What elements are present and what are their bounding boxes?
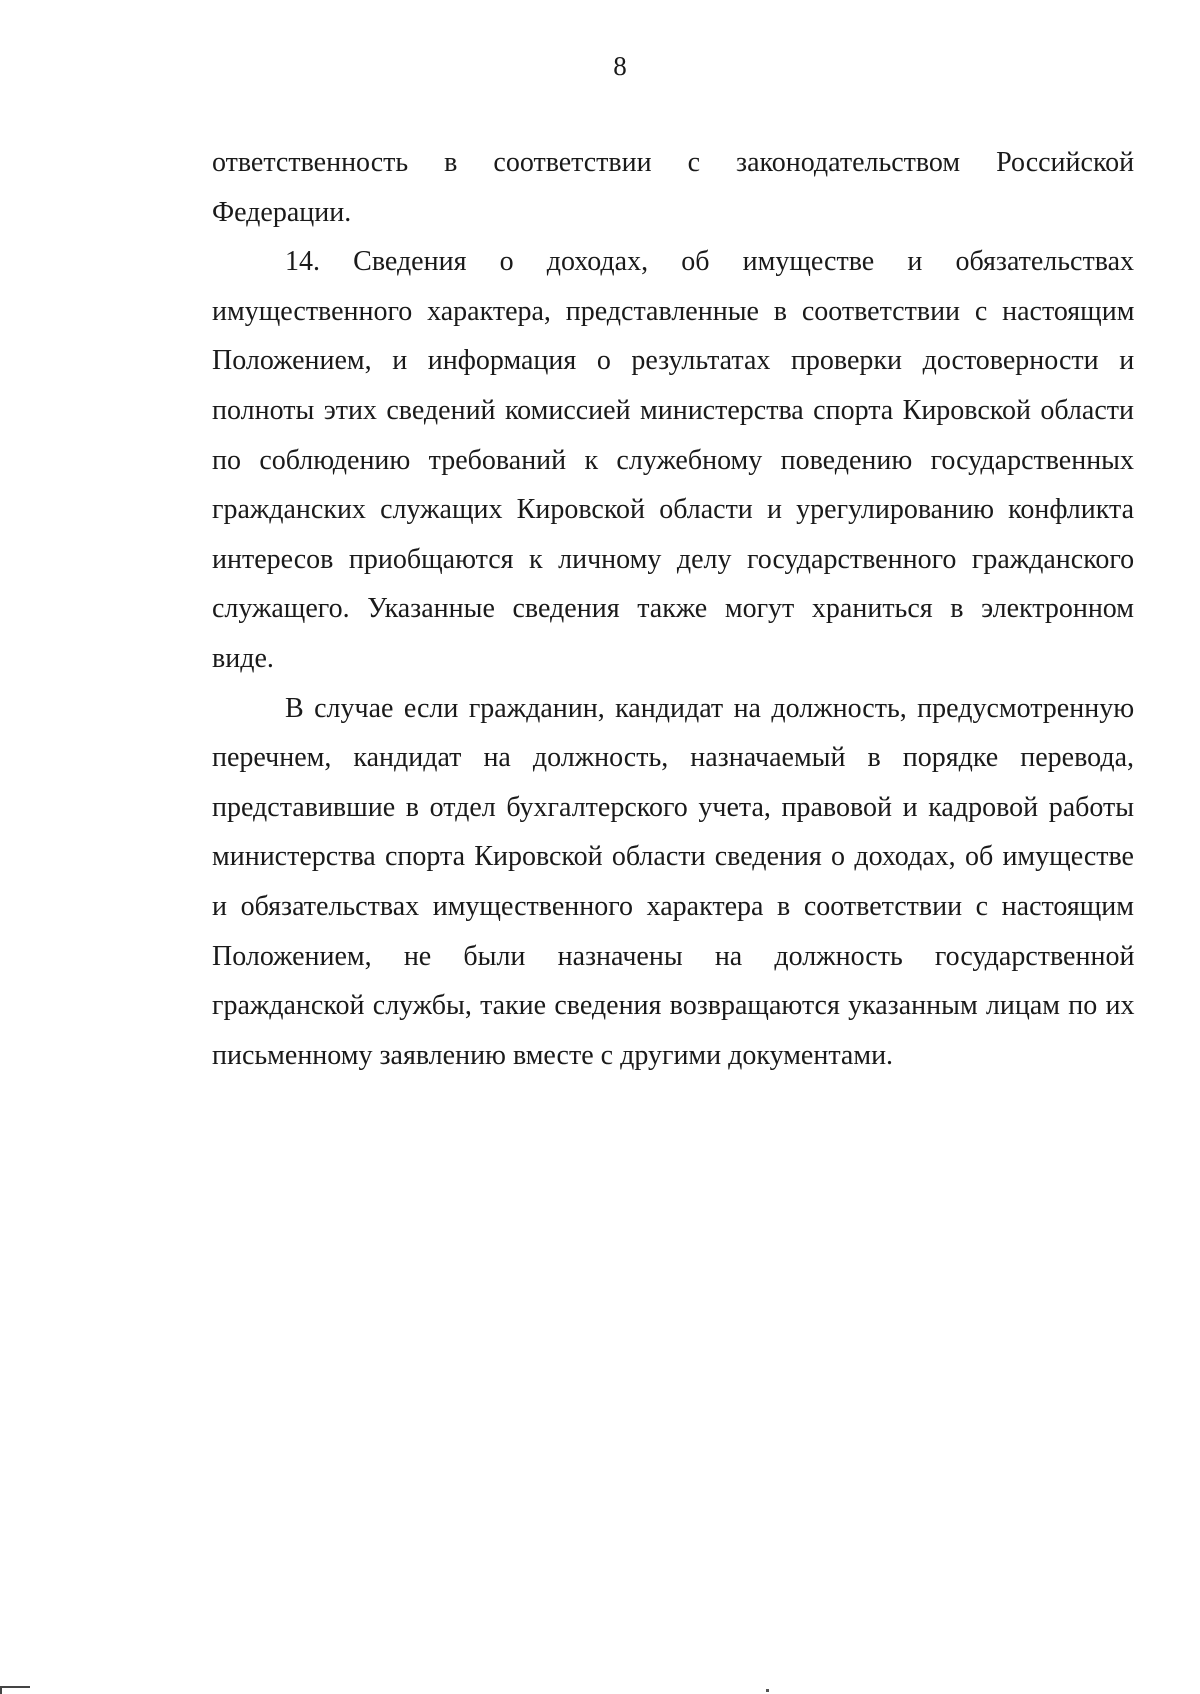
text-line: перечнем, кандидат на должность, назначаемый в порядке перевода, xyxy=(212,742,1134,774)
paragraph-1 xyxy=(212,138,1134,237)
text-line: министерства спорта Кировской области сведения о доходах, об имуществе xyxy=(212,841,1134,873)
text-line: виде. xyxy=(212,642,274,674)
text-line: интересов приобщаются к личному делу государственного гражданского xyxy=(212,543,1135,575)
text-line: В случае если гражданин, кандидат на должность, предусмотренную xyxy=(285,692,1135,724)
paragraph-2 xyxy=(212,237,1134,683)
text-line: и обязательствах имущественного характера в соответствии с настоящим xyxy=(212,890,1134,922)
text-line: Федерации. xyxy=(212,196,352,228)
text-line: полноты этих сведений комиссией министерства спорта Кировской области xyxy=(212,394,1134,426)
text-line: по соблюдению требований к служебному поведению государственных xyxy=(212,444,1134,476)
text-line: 14. Сведения о доходах, об имуществе и обязательствах xyxy=(285,246,1134,278)
document-body xyxy=(212,138,1134,1080)
text-line: Положением, не были назначены на должность государственной xyxy=(212,940,1135,972)
text-line: гражданских служащих Кировской области и урегулированию конфликта xyxy=(212,494,1134,526)
scan-dot-mark xyxy=(766,1689,769,1692)
text-line: гражданской службы, такие сведения возвращаются указанным лицам по их xyxy=(212,990,1135,1022)
scan-corner-mark xyxy=(0,1686,30,1694)
page-number: 8 xyxy=(613,51,627,81)
text-line: письменному заявлению вместе с другими документами. xyxy=(212,1039,894,1071)
text-line: служащего. Указанные сведения также могут храниться в электронном xyxy=(212,593,1134,625)
text-line: представившие в отдел бухгалтерского учета, правовой и кадровой работы xyxy=(212,791,1135,823)
text-line: ответственность в соответствии с законодательством Российской xyxy=(212,147,1135,178)
text-line: Положением, и информация о результатах проверки достоверности и xyxy=(212,345,1135,377)
text-line: имущественного характера, представленные в соответствии с настоящим xyxy=(212,295,1135,327)
paragraph-3 xyxy=(212,684,1134,1081)
